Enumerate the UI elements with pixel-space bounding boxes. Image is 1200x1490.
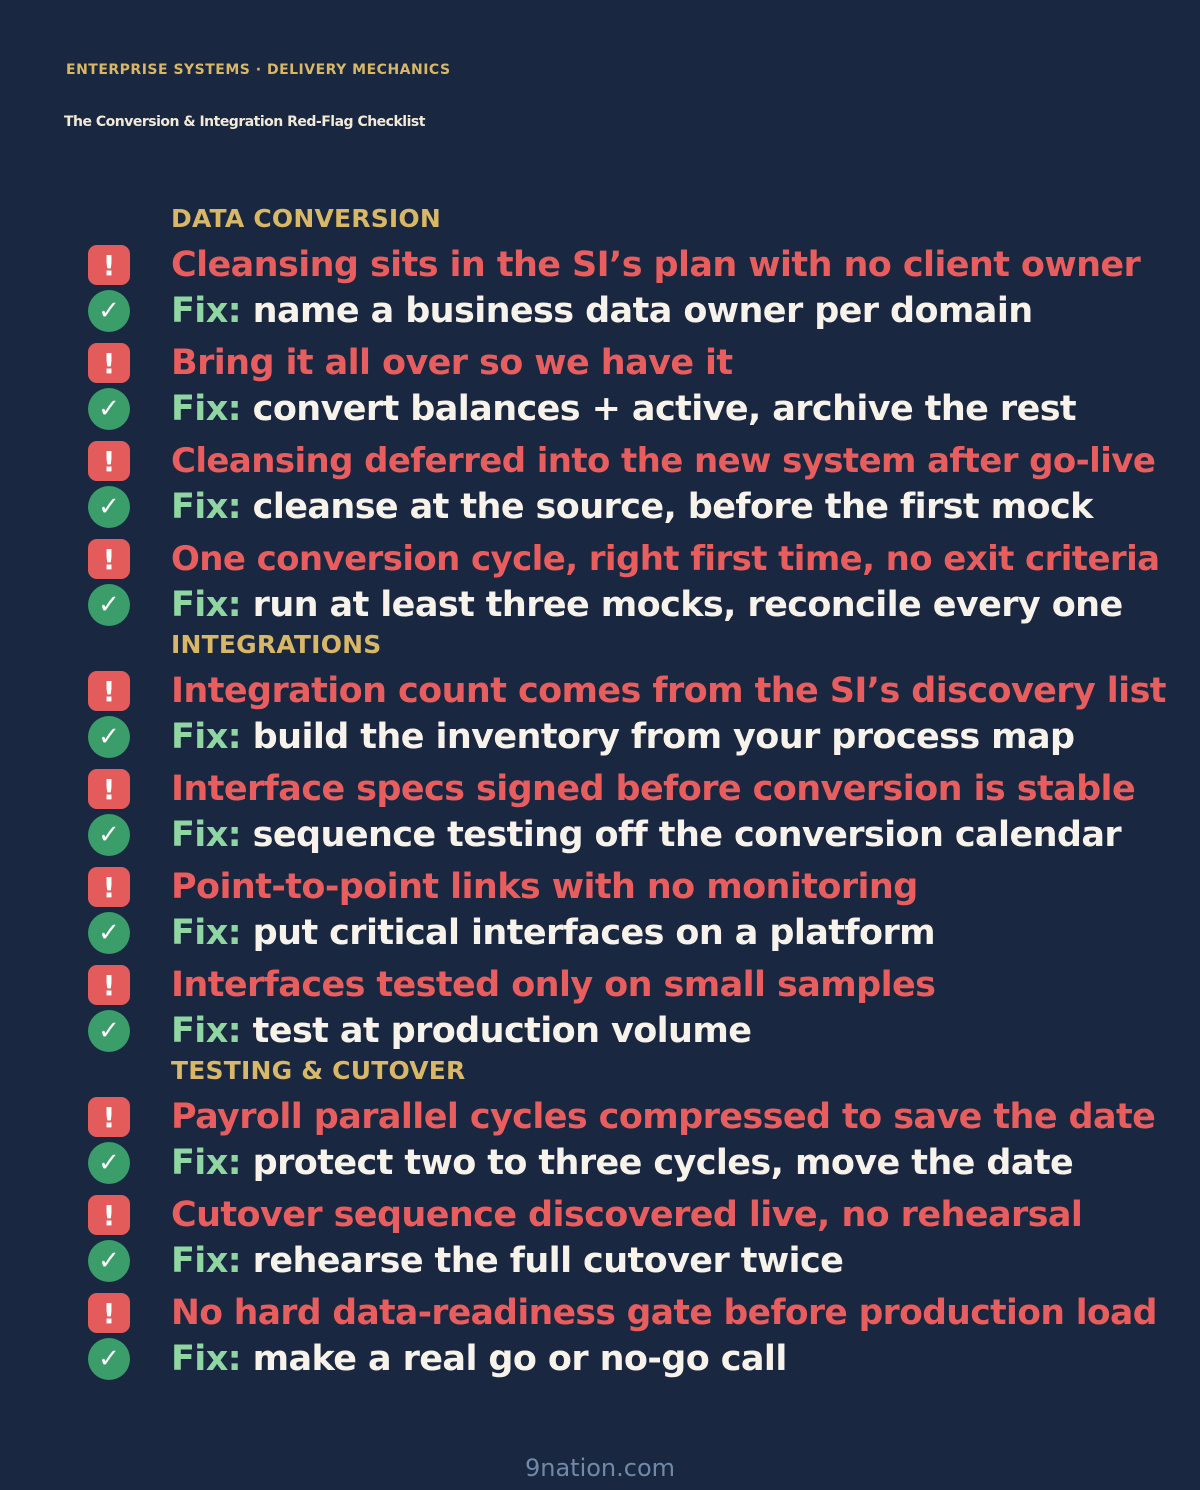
check-circle-icon: ✓ [88, 1240, 130, 1282]
checklist-item [0, 1094, 1200, 1186]
fix-body: put critical interfaces on a platform [252, 913, 935, 953]
red-flag-text: Cutover sequence discovered live, no rehearsal [171, 1195, 1083, 1235]
red-flag-row [0, 438, 1200, 484]
fix-label: Fix: [171, 291, 242, 331]
fix-text [171, 484, 1093, 530]
fix-body: convert balances + active, archive the rest [252, 389, 1077, 429]
checklist-item [0, 1192, 1200, 1284]
fix-text [171, 910, 935, 956]
fix-row [0, 288, 1200, 334]
red-flag-text: Interface specs signed before conversion is stable [171, 769, 1136, 809]
fix-label: Fix: [171, 717, 242, 757]
red-flag-text: Point-to-point links with no monitoring [171, 867, 918, 907]
checklist-item [0, 438, 1200, 530]
fix-label: Fix: [171, 389, 242, 429]
fix-text [171, 1238, 843, 1284]
red-flag-text: Interfaces tested only on small samples [171, 965, 936, 1005]
check-circle-icon: ✓ [88, 388, 130, 430]
fix-body: cleanse at the source, before the first mock [252, 487, 1093, 527]
checklist-item [0, 1290, 1200, 1382]
exclamation-icon: ! [88, 1293, 130, 1333]
fix-row [0, 1336, 1200, 1382]
exclamation-icon: ! [88, 441, 130, 481]
red-flag-row [0, 536, 1200, 582]
checklist-item [0, 668, 1200, 760]
red-flag-row [0, 962, 1200, 1008]
fix-text [171, 1336, 787, 1382]
page-title: The Conversion & Integration Red-Flag Checklist [64, 114, 425, 130]
fix-label: Fix: [171, 1241, 242, 1281]
check-circle-icon: ✓ [88, 814, 130, 856]
footer-source: 9nation.com [524, 1454, 676, 1482]
red-flag-text: Integration count comes from the SI’s discovery list [171, 671, 1166, 711]
fix-body: test at production volume [252, 1011, 752, 1051]
checklist-item [0, 340, 1200, 432]
red-flag-text: No hard data-readiness gate before production load [171, 1293, 1157, 1333]
red-flag-row [0, 864, 1200, 910]
exclamation-icon: ! [88, 965, 130, 1005]
fix-body: build the inventory from your process map [252, 717, 1075, 757]
fix-row [0, 1140, 1200, 1186]
section-heading: INTEGRATIONS [171, 630, 382, 659]
red-flag-text: One conversion cycle, right first time, no exit criteria [171, 539, 1160, 579]
exclamation-icon: ! [88, 671, 130, 711]
exclamation-icon: ! [88, 343, 130, 383]
red-flag-row [0, 242, 1200, 288]
exclamation-icon: ! [88, 769, 130, 809]
fix-row [0, 1008, 1200, 1054]
section [0, 628, 1200, 1054]
kicker: ENTERPRISE SYSTEMS · DELIVERY MECHANICS [66, 62, 451, 78]
checklist-item [0, 242, 1200, 334]
exclamation-icon: ! [88, 539, 130, 579]
red-flag-text: Bring it all over so we have it [171, 343, 733, 383]
red-flag-text: Cleansing sits in the SI’s plan with no client owner [171, 245, 1141, 285]
red-flag-text: Payroll parallel cycles compressed to save the date [171, 1097, 1156, 1137]
fix-body: protect two to three cycles, move the date [252, 1143, 1074, 1183]
fix-body: run at least three mocks, reconcile every one [252, 585, 1123, 625]
check-circle-icon: ✓ [88, 290, 130, 332]
fix-body: make a real go or no-go call [252, 1339, 787, 1379]
fix-label: Fix: [171, 913, 242, 953]
checklist-sections [0, 202, 1200, 1382]
red-flag-row [0, 668, 1200, 714]
fix-text [171, 582, 1123, 628]
fix-body: rehearse the full cutover twice [252, 1241, 844, 1281]
checklist-item [0, 536, 1200, 628]
checklist-item [0, 766, 1200, 858]
fix-text [171, 288, 1033, 334]
fix-text [171, 812, 1121, 858]
check-circle-icon: ✓ [88, 486, 130, 528]
fix-label: Fix: [171, 487, 242, 527]
check-circle-icon: ✓ [88, 584, 130, 626]
fix-text [171, 1140, 1073, 1186]
fix-text [171, 1008, 751, 1054]
red-flag-row [0, 340, 1200, 386]
checklist-item [0, 864, 1200, 956]
section [0, 202, 1200, 628]
fix-row [0, 910, 1200, 956]
exclamation-icon: ! [88, 1097, 130, 1137]
exclamation-icon: ! [88, 867, 130, 907]
fix-label: Fix: [171, 1143, 242, 1183]
section-heading: DATA CONVERSION [171, 204, 442, 233]
fix-row [0, 582, 1200, 628]
exclamation-icon: ! [88, 245, 130, 285]
red-flag-row [0, 1094, 1200, 1140]
fix-body: name a business data owner per domain [252, 291, 1033, 331]
fix-row [0, 386, 1200, 432]
fix-row [0, 1238, 1200, 1284]
fix-row [0, 812, 1200, 858]
fix-label: Fix: [171, 1011, 242, 1051]
section-heading: TESTING & CUTOVER [171, 1056, 466, 1085]
section [0, 1054, 1200, 1382]
fix-body: sequence testing off the conversion calendar [252, 815, 1122, 855]
exclamation-icon: ! [88, 1195, 130, 1235]
fix-row [0, 484, 1200, 530]
fix-label: Fix: [171, 1339, 242, 1379]
fix-text [171, 386, 1076, 432]
check-circle-icon: ✓ [88, 1338, 130, 1380]
check-circle-icon: ✓ [88, 1010, 130, 1052]
fix-label: Fix: [171, 815, 242, 855]
red-flag-row [0, 1192, 1200, 1238]
check-circle-icon: ✓ [88, 1142, 130, 1184]
red-flag-row [0, 1290, 1200, 1336]
fix-text [171, 714, 1075, 760]
red-flag-row [0, 766, 1200, 812]
fix-row [0, 714, 1200, 760]
checklist-item [0, 962, 1200, 1054]
check-circle-icon: ✓ [88, 912, 130, 954]
check-circle-icon: ✓ [88, 716, 130, 758]
red-flag-text: Cleansing deferred into the new system after go-live [171, 441, 1156, 481]
fix-label: Fix: [171, 585, 242, 625]
